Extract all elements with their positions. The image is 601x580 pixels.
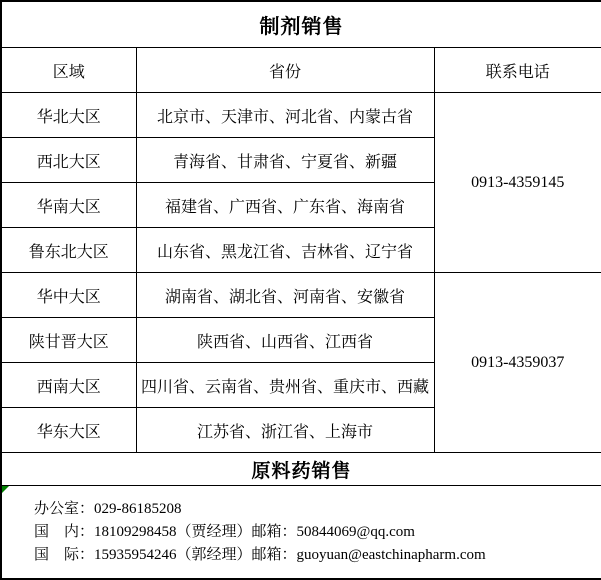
phone-cell [434,273,601,453]
header-region-label: 区域 [52,63,85,81]
provinces-label: 湖南省、湖北省、河南省、安徽省 [164,288,405,306]
header-region [1,48,136,93]
provinces-cell [136,273,434,318]
provinces-cell [136,363,434,408]
provinces-cell [136,93,434,138]
provinces-label: 青海省、甘肃省、宁夏省、新疆 [172,153,397,171]
section-title-text: 制剂销售 [259,16,344,38]
provinces-cell [136,408,434,453]
table-header-row [1,48,601,93]
provinces-label: 江苏省、浙江省、上海市 [196,423,373,441]
phone-number: 0913-4359037 [471,353,565,371]
formulation-sales-title-row [1,1,601,48]
cell-comment-marker-icon [2,486,9,493]
region-label: 华东大区 [36,423,101,441]
region-label: 西南大区 [36,378,101,396]
provinces-label: 陕西省、山西省、江西省 [196,333,373,351]
phone-cell [434,93,601,273]
formulation-sales-title [1,1,601,48]
api-sales-title [1,453,601,486]
api-sales-contact-cell [1,486,601,580]
table-row [1,93,601,138]
region-cell [1,228,136,273]
provinces-label: 四川省、云南省、贵州省、重庆市、西藏 [140,378,429,396]
international-contact-line: 国 际：15935954246（郭经理）邮箱：guoyuan@eastchinapharm.com [34,546,486,563]
provinces-cell [136,183,434,228]
header-provinces-label: 省份 [268,63,301,81]
api-sales-title-row [1,453,601,486]
provinces-label: 北京市、天津市、河北省、内蒙古省 [156,108,413,126]
region-label: 华北大区 [36,108,101,126]
section-title-text: 原料药销售 [251,460,352,482]
header-provinces [136,48,434,93]
api-sales-contact-row [1,486,601,580]
region-cell [1,318,136,363]
region-cell [1,138,136,183]
provinces-cell [136,228,434,273]
phone-number: 0913-4359145 [471,173,565,191]
provinces-cell [136,318,434,363]
region-label: 华南大区 [36,198,101,216]
provinces-cell [136,138,434,183]
provinces-label: 山东省、黑龙江省、吉林省、辽宁省 [156,243,413,261]
region-label: 华中大区 [36,288,101,306]
provinces-label: 福建省、广西省、广东省、海南省 [164,198,405,216]
region-cell [1,408,136,453]
region-cell [1,183,136,228]
region-cell [1,363,136,408]
region-label: 鲁东北大区 [28,243,109,261]
office-contact-line: 办公室：029-86185208 [34,500,182,517]
table-row [1,273,601,318]
header-phone [434,48,601,93]
header-phone-label: 联系电话 [485,63,550,81]
region-cell [1,273,136,318]
region-label: 西北大区 [36,153,101,171]
region-label: 陕甘晋大区 [28,333,109,351]
domestic-contact-line: 国 内：18109298458（贾经理）邮箱：50844069@qq.com [34,523,415,540]
region-cell [1,93,136,138]
